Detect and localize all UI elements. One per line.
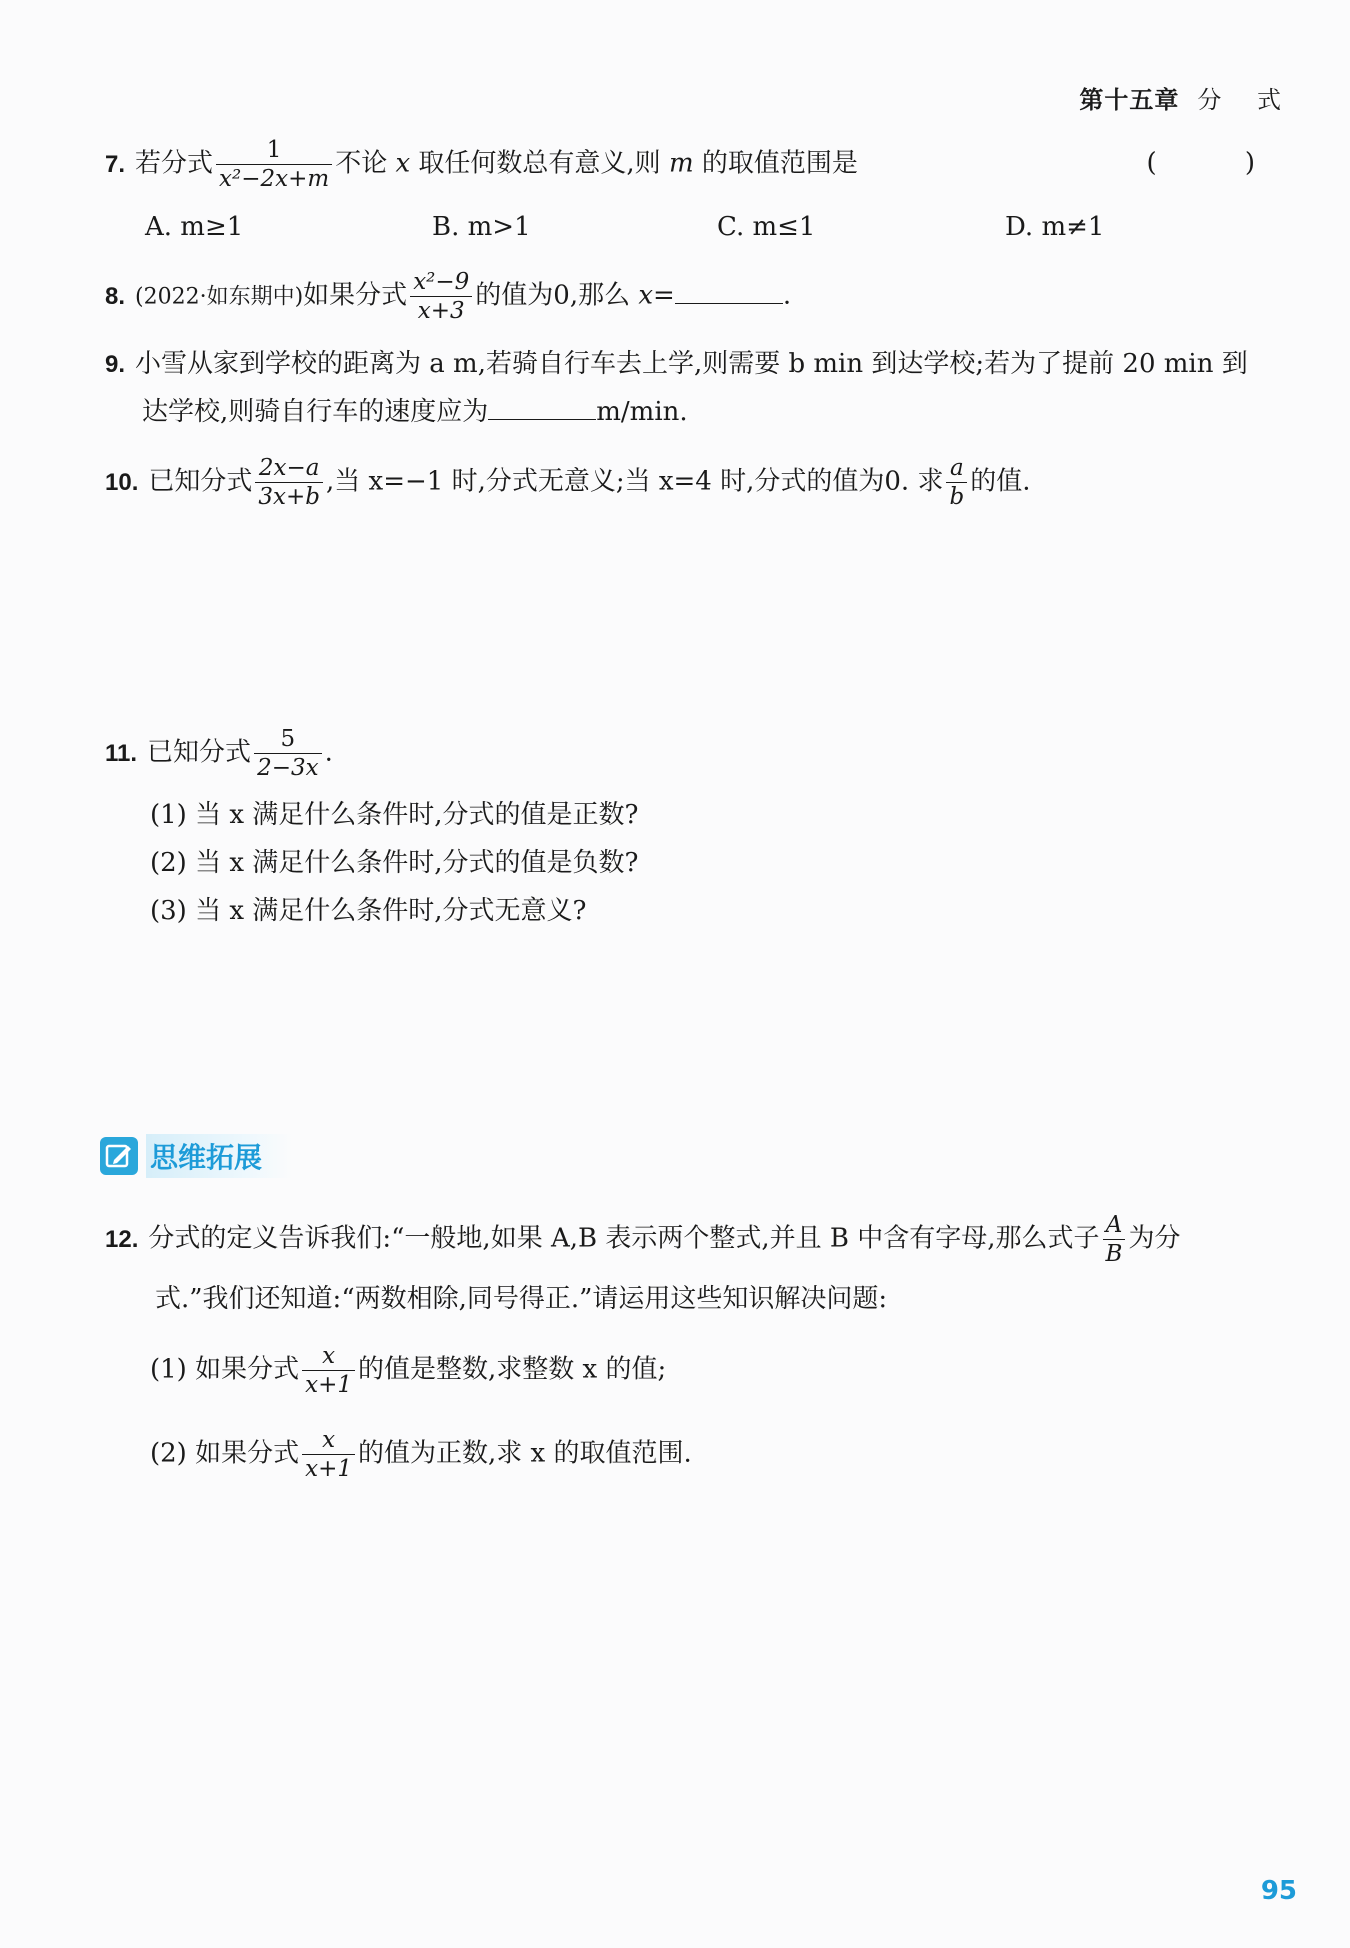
q11-sub-2: (2) 当 x 满足什么条件时,分式的值是负数? xyxy=(150,848,639,878)
q7-post-c: 的取值范围是 xyxy=(701,148,858,179)
q9-line2-post: m/min. xyxy=(596,397,688,427)
q8-post: 的值为0,那么 xyxy=(475,280,631,311)
q7-frac-num: 1 xyxy=(216,138,332,165)
chapter-header xyxy=(1079,80,1295,115)
q12-sub1-pre: (1) 如果分式 xyxy=(150,1354,300,1385)
q12-sub2-den: x+1 xyxy=(305,1456,352,1483)
q11-post: . xyxy=(324,737,333,768)
question-9-line2 xyxy=(142,392,688,432)
option-a: A. m≥1 xyxy=(145,212,244,242)
q12-frac-den: B xyxy=(1105,1241,1123,1268)
question-7 xyxy=(105,138,858,191)
q10-pre: 已知分式 xyxy=(148,466,253,497)
section-header xyxy=(100,1133,292,1179)
question-9 xyxy=(105,344,1248,385)
q12-sub-2 xyxy=(150,1428,692,1481)
q10-mid: ,当 x=−1 时,分式无意义;当 x=4 时,分式的值为0. 求 xyxy=(326,466,944,497)
q11-sub-3: (3) 当 x 满足什么条件时,分式无意义? xyxy=(150,896,587,926)
chapter-label: 第十五章 xyxy=(1079,86,1180,114)
q12-sub1-fraction xyxy=(302,1344,355,1397)
question-11 xyxy=(105,727,333,780)
q11-sub-1: (1) 当 x 满足什么条件时,分式的值是正数? xyxy=(150,800,639,830)
q11-frac-den: 2−3x xyxy=(257,755,319,782)
q12-sub1-post: 的值是整数,求整数 x 的值; xyxy=(358,1354,667,1385)
q11-fraction xyxy=(254,727,322,780)
q12-line1-pre: 分式的定义告诉我们:“一般地,如果 A,B 表示两个整式,并且 B 中含有字母,那么式子 xyxy=(148,1223,1100,1254)
section-title: 思维拓展 xyxy=(146,1134,292,1178)
option-b: B. m>1 xyxy=(432,212,531,242)
question-number: 9. xyxy=(105,351,126,378)
question-12 xyxy=(105,1213,1180,1266)
q7-var-m: m xyxy=(668,148,694,179)
q7-frac-den: x²−2x+m xyxy=(219,166,330,193)
answer-blank xyxy=(675,277,783,304)
question-number: 10. xyxy=(105,468,139,496)
q10-frac-den: 3x+b xyxy=(258,484,320,511)
page-number: 95 xyxy=(1260,1876,1297,1906)
q10-ab-fraction xyxy=(946,456,967,509)
q12-sub2-pre: (2) 如果分式 xyxy=(150,1438,300,1469)
q12-sub1-num: x xyxy=(302,1344,355,1371)
answer-parentheses: ( ) xyxy=(1146,148,1295,178)
q8-fraction xyxy=(410,270,472,323)
q11-pre: 已知分式 xyxy=(147,737,252,768)
q8-var: x xyxy=(638,280,654,311)
question-10 xyxy=(105,456,1030,509)
answer-blank xyxy=(488,393,596,420)
q10-fraction xyxy=(255,456,323,509)
chapter-title: 分 式 xyxy=(1197,86,1295,114)
q8-end: . xyxy=(782,280,792,311)
q7-fraction xyxy=(216,138,332,191)
pencil-note-icon xyxy=(100,1137,138,1175)
option-d: D. m≠1 xyxy=(1005,212,1105,242)
q12-sub2-num: x xyxy=(302,1428,355,1455)
option-c: C. m≤1 xyxy=(717,212,816,242)
q9-line2-pre: 达学校,则骑自行车的速度应为 xyxy=(142,397,489,427)
q12-sub1-den: x+1 xyxy=(305,1372,352,1399)
q8-source: (2022·如东期中) xyxy=(135,284,304,310)
q7-var-x: x xyxy=(395,148,411,179)
question-number: 12. xyxy=(105,1225,139,1253)
q12-sub-1 xyxy=(150,1344,666,1397)
q12-line2: 式.”我们还知道:“两数相除,同号得正.”请运用这些知识解决问题: xyxy=(155,1284,888,1314)
q9-line1: 小雪从家到学校的距离为 a m,若骑自行车去上学,则需要 b min 到达学校;若为了提前 20 min 到 xyxy=(135,349,1248,379)
q8-frac-num: x²−9 xyxy=(410,270,472,297)
q7-post-b: 取任何数总有意义,则 xyxy=(418,148,661,179)
q10-frac-num: 2x−a xyxy=(255,456,323,483)
q10-ab-den: b xyxy=(949,484,965,511)
q12-fraction xyxy=(1103,1213,1126,1266)
question-number: 7. xyxy=(105,150,126,178)
q10-ab-num: a xyxy=(946,456,967,483)
q12-sub2-fraction xyxy=(302,1428,355,1481)
question-8 xyxy=(105,270,791,323)
q12-frac-num: A xyxy=(1103,1213,1126,1240)
q10-post: 的值. xyxy=(970,466,1031,497)
question-number: 8. xyxy=(105,282,126,310)
q8-pre: 如果分式 xyxy=(303,280,408,311)
q8-frac-den: x+3 xyxy=(417,298,465,325)
q8-eq: = xyxy=(653,280,675,311)
q7-pre: 若分式 xyxy=(135,148,214,179)
q7-post-a: 不论 xyxy=(335,148,388,179)
q12-line1-post: 为分 xyxy=(1128,1223,1181,1254)
q12-sub2-post: 的值为正数,求 x 的取值范围. xyxy=(358,1438,692,1469)
q11-frac-num: 5 xyxy=(254,727,322,754)
question-number: 11. xyxy=(105,739,138,767)
